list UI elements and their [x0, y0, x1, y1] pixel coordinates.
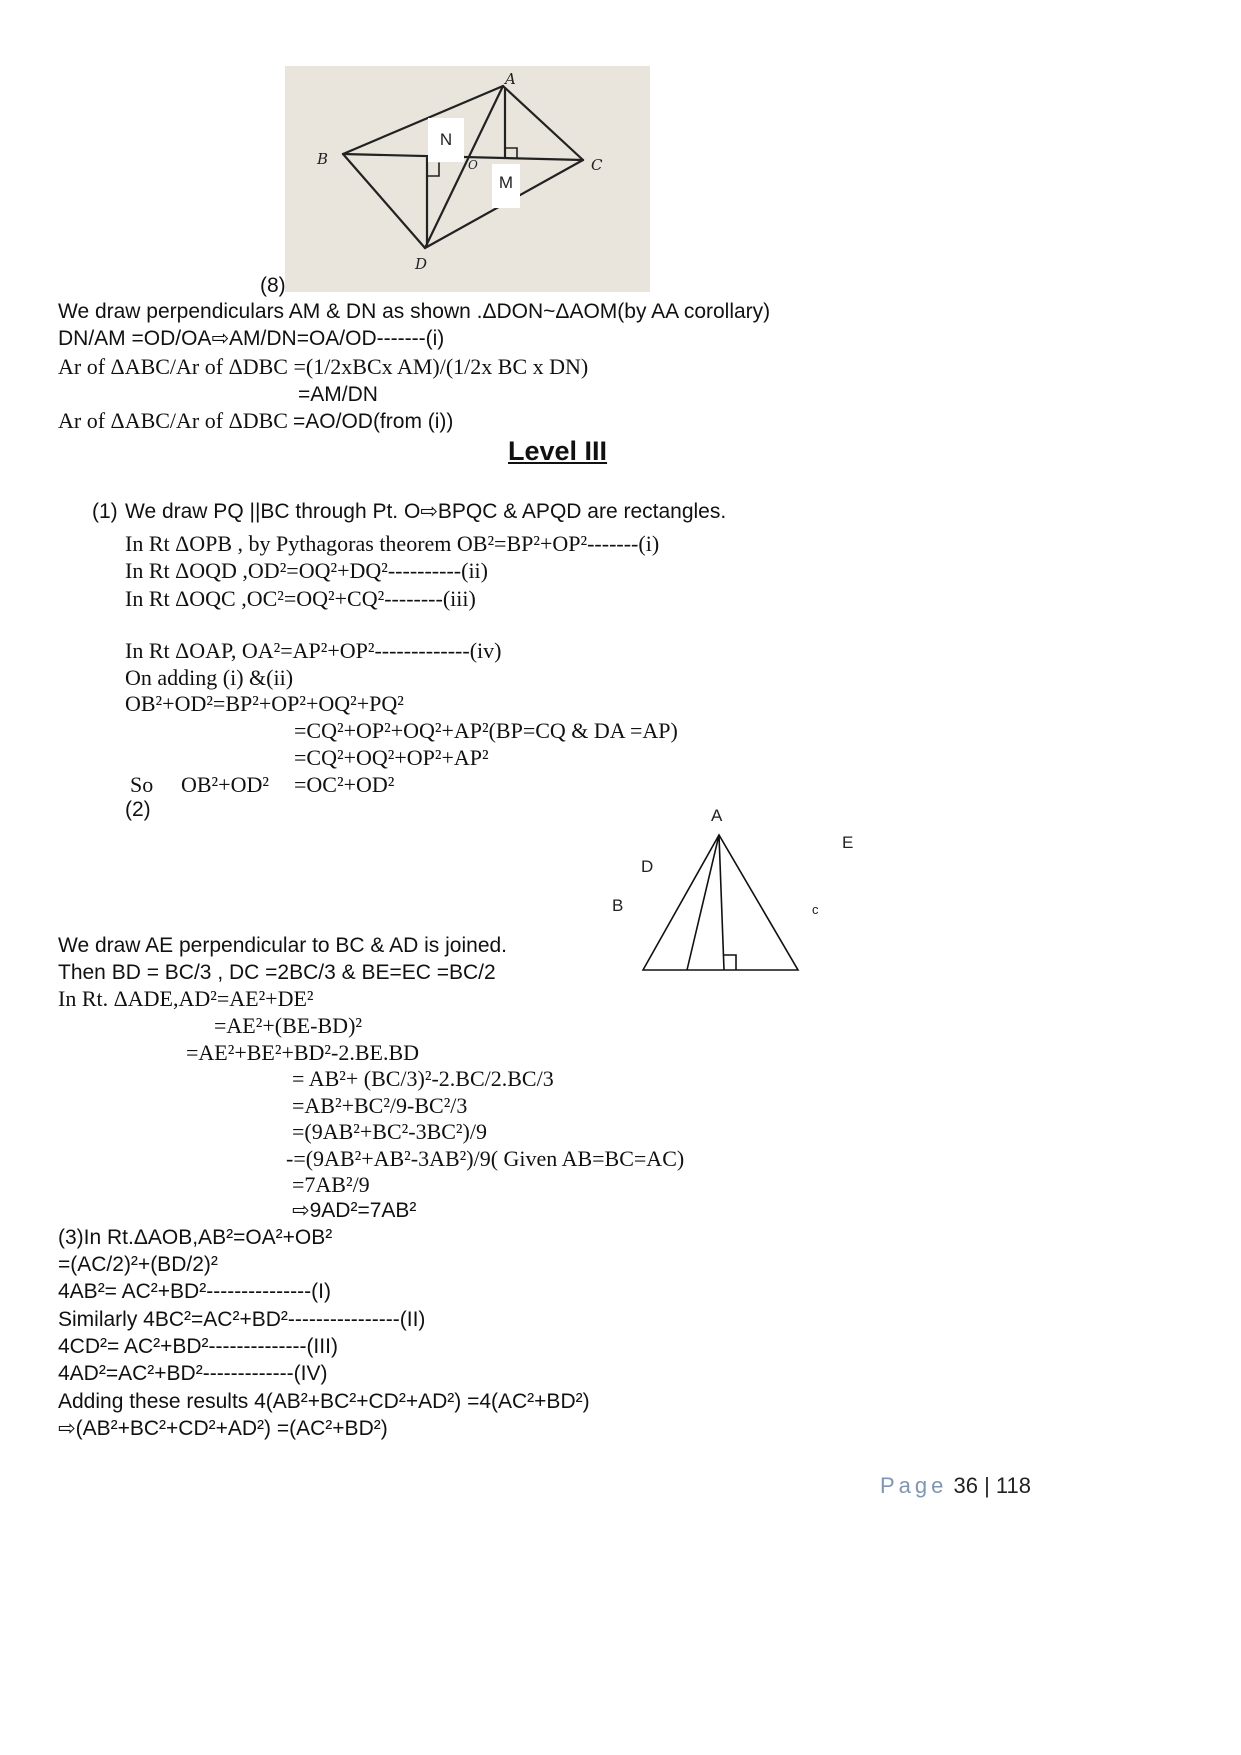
math-line: =AO/OD(from (i)) [293, 410, 454, 433]
label-e: E [842, 833, 854, 852]
figure-caption: (8) [260, 274, 286, 297]
math-line: =7AB²/9 [292, 1172, 370, 1197]
text-line: We draw PQ ||BC through Pt. O⇨BPQC & APQD are rectangles. [125, 500, 727, 523]
math-line: =AM/DN [298, 383, 378, 406]
right-angle-mark [724, 955, 736, 970]
math-line: = AB²+ (BC/3)²-2.BC/2.BC/3 [292, 1066, 554, 1091]
math-line: =OC²+OD² [294, 772, 395, 797]
math-line: OB²+OD²=BP²+OP²+OQ²+PQ² [125, 691, 404, 716]
text-line: We draw perpendiculars AM & DN as shown .ΔDON~ΔAOM(by AA corollary) [58, 300, 771, 323]
math-line: OB²+OD² [181, 772, 269, 797]
math-line: In Rt ΔOPB , by Pythagoras theorem OB²=BP²+OP²-------(i) [125, 531, 660, 556]
segment-ad [687, 835, 719, 970]
math-line: So [130, 772, 154, 797]
text-line: ⇨(AB²+BC²+CD²+AD²) =(AC²+BD²) [58, 1417, 388, 1440]
page-word: Page [880, 1473, 948, 1498]
text-line: 4AB²= AC²+BD²---------------(I) [58, 1280, 331, 1303]
label-c: c [812, 902, 819, 917]
item-number: (1) [92, 500, 118, 523]
label-b: B [317, 150, 329, 168]
figure-triangle [600, 800, 870, 980]
text-line: ⇨9AD²=7AB² [292, 1199, 417, 1222]
math-line: In Rt ΔOAP, OA²=AP²+OP²-------------(iv) [125, 638, 502, 663]
triangle-diagram [600, 800, 870, 980]
math-line: Ar of ΔABC/Ar of ΔDBC =(1/2xBCx AM)/(1/2x BC x DN) [58, 354, 589, 379]
segment-ae [719, 835, 724, 970]
quadrilateral-diagram [285, 66, 650, 292]
text-line: DN/AM =OD/OA⇨AM/DN=OA/OD-------(i) [58, 327, 445, 350]
math-line: On adding (i) &(ii) [125, 665, 294, 690]
item-number: (2) [125, 798, 151, 821]
text-line: Similarly 4BC²=AC²+BD²----------------(II) [58, 1308, 426, 1331]
section-heading: Level III [508, 436, 608, 466]
text-line: 4AD²=AC²+BD²-------------(IV) [58, 1362, 328, 1385]
math-line: =CQ²+OP²+OQ²+AP²(BP=CQ & DA =AP) [294, 718, 678, 743]
label-n: N [439, 130, 453, 149]
text-line: 4CD²= AC²+BD²--------------(III) [58, 1335, 338, 1358]
text-line: =(AC/2)²+(BD/2)² [58, 1253, 218, 1276]
page-number: 36 | 118 [953, 1473, 1031, 1498]
label-d: D [641, 857, 654, 876]
label-o: O [468, 158, 478, 172]
label-a: A [505, 70, 516, 88]
math-line: Ar of ΔABC/Ar of ΔDBC [58, 408, 288, 433]
label-a: A [711, 806, 723, 825]
label-c: C [591, 156, 603, 174]
text-line: Then BD = BC/3 , DC =2BC/3 & BE=EC =BC/2 [58, 961, 496, 984]
math-line: =AB²+BC²/9-BC²/3 [292, 1093, 468, 1118]
math-line: In Rt. ΔADE,AD²=AE²+DE² [58, 986, 314, 1011]
math-line: =(9AB²+BC²-3BC²)/9 [292, 1119, 487, 1144]
label-m: M [498, 173, 514, 192]
text-line: Adding these results 4(AB²+BC²+CD²+AD²) =4(AC²+BD²) [58, 1390, 590, 1413]
label-b: B [612, 896, 624, 915]
figure-quadrilateral [285, 66, 650, 292]
math-line: =AE²+(BE-BD)² [214, 1013, 362, 1038]
math-line: In Rt ΔOQC ,OC²=OQ²+CQ²--------(iii) [125, 586, 476, 611]
math-line: =AE²+BE²+BD²-2.BE.BD [186, 1040, 420, 1065]
page-footer [880, 1473, 1031, 1499]
math-line: =CQ²+OQ²+OP²+AP² [294, 745, 489, 770]
text-line: (3)In Rt.ΔAOB,AB²=OA²+OB² [58, 1226, 333, 1249]
label-d: D [415, 255, 428, 273]
math-line: -=(9AB²+AB²-3AB²)/9( Given AB=BC=AC) [286, 1146, 685, 1171]
math-line: In Rt ΔOQD ,OD²=OQ²+DQ²----------(ii) [125, 558, 488, 583]
text-line: We draw AE perpendicular to BC & AD is joined. [58, 934, 508, 957]
